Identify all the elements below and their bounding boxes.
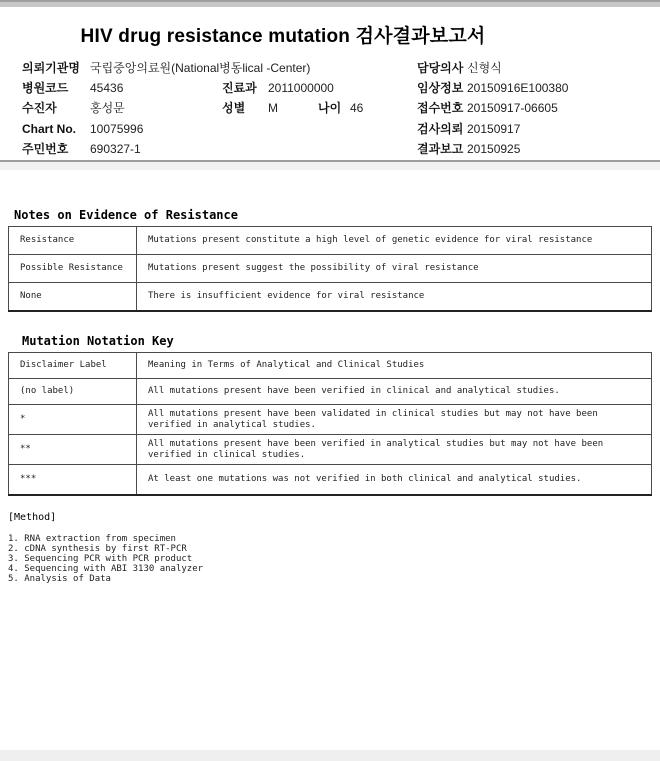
method-step: 3. Sequencing PCR with PCR product	[8, 554, 193, 564]
header-divider-band	[0, 162, 660, 170]
clinical-info-value: 20150916E100380	[467, 81, 569, 95]
resistance-label-cell: Resistance	[9, 227, 137, 255]
three-star-description-cell: At least one mutations was not verified in both clinical and analytical studies.	[137, 465, 652, 495]
method-heading: [Method]	[8, 512, 57, 523]
clinical-info-label: 임상정보	[417, 81, 464, 95]
age-label: 나이	[318, 101, 342, 115]
two-star-label-cell: **	[9, 435, 137, 465]
page-title: HIV drug resistance mutation 검사결과보고서	[80, 26, 486, 47]
doctor-value: 신형식	[467, 61, 502, 75]
patient-name-value: 홍성문	[90, 101, 125, 115]
possible-resistance-label-cell: Possible Resistance	[9, 255, 137, 283]
resistance-description-cell: Mutations present constitute a high level of genetic evidence for viral resistance	[137, 227, 652, 255]
method-list	[8, 534, 203, 584]
department-value: 2011000000	[268, 81, 334, 95]
test-request-value: 20150917	[467, 122, 521, 136]
table-row	[9, 379, 652, 405]
mutation-key-heading: Mutation Notation Key	[22, 334, 174, 348]
table-row	[9, 405, 652, 435]
one-star-label-cell: *	[9, 405, 137, 435]
patient-header	[0, 0, 660, 160]
window-chrome-bottom-bar	[0, 750, 660, 761]
requesting-org-value: 국립중앙의료원(National병동lical -Center)	[90, 61, 311, 75]
no-label-description-cell: All mutations present have been verified in clinical and analytical studies.	[137, 379, 652, 405]
table-row	[9, 353, 652, 379]
doctor-label: 담당의사	[417, 61, 464, 75]
method-step: 4. Sequencing with ABI 3130 analyzer	[8, 564, 204, 574]
possible-resistance-description-cell: Mutations present suggest the possibility of viral resistance	[137, 255, 652, 283]
resident-no-label: 주민번호	[22, 142, 69, 156]
age-value: 46	[350, 101, 364, 115]
none-label-cell: None	[9, 283, 137, 311]
hospital-code-label: 병원코드	[22, 81, 69, 95]
resistance-notes-table	[8, 226, 652, 312]
method-step: 1. RNA extraction from specimen	[8, 534, 176, 544]
receipt-no-value: 20150917-06605	[467, 101, 558, 115]
table-row	[9, 255, 652, 283]
table-row	[9, 283, 652, 311]
sex-value: M	[268, 101, 278, 115]
chart-no-label: Chart No.	[22, 122, 76, 136]
three-star-label-cell: ***	[9, 465, 137, 495]
table-row	[9, 435, 652, 465]
method-step: 5. Analysis of Data	[8, 574, 111, 584]
patient-name-label: 수진자	[22, 101, 57, 115]
requesting-org-label: 의뢰기관명	[22, 61, 80, 75]
chart-no-value: 10075996	[90, 122, 144, 136]
no-label-cell: (no label)	[9, 379, 137, 405]
table-row	[9, 227, 652, 255]
method-step: 2. cDNA synthesis by first RT-PCR	[8, 544, 187, 554]
result-report-label: 결과보고	[417, 142, 464, 156]
hospital-code-value: 45436	[90, 81, 124, 95]
department-label: 진료과	[222, 81, 257, 95]
disclaimer-label-cell: Disclaimer Label	[9, 353, 137, 379]
table-row	[9, 465, 652, 495]
result-report-value: 20150925	[467, 142, 521, 156]
none-description-cell: There is insufficient evidence for viral resistance	[137, 283, 652, 311]
two-star-description-cell: All mutations present have been verified in analytical studies but may not have been verified in clinical studies.	[137, 435, 652, 465]
one-star-description-cell: All mutations present have been validated in clinical studies but may not have been verified in analytical studies.	[137, 405, 652, 435]
disclaimer-description-cell: Meaning in Terms of Analytical and Clinical Studies	[137, 353, 652, 379]
receipt-no-label: 접수번호	[417, 101, 464, 115]
resident-no-value: 690327-1	[90, 142, 141, 156]
mutation-key-table	[8, 352, 652, 496]
test-request-label: 검사의뢰	[417, 122, 464, 136]
resistance-notes-heading: Notes on Evidence of Resistance	[14, 208, 238, 222]
sex-label: 성별	[222, 101, 246, 115]
